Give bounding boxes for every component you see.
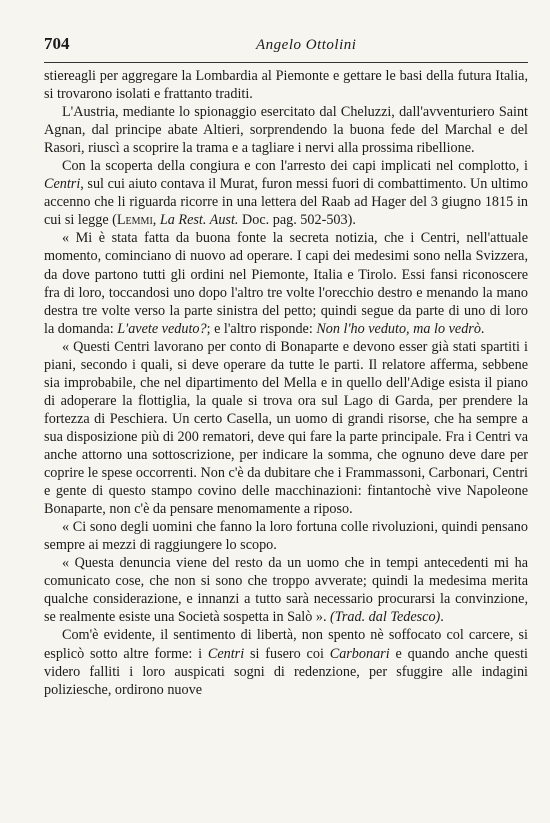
text-run: e quando anche questi videro falliti i loro auspicati sogni di redenzione, per sfuggire alle indagini poliziesche, ordirono nuove — [44, 645, 528, 698]
body-text — [44, 67, 528, 699]
quote-paragraph — [44, 338, 528, 518]
italic-term: Centri — [207, 645, 245, 662]
text-run: Con la scoperta della congiura e con l'arresto dei capi implicati nel complotto, i — [62, 158, 528, 175]
paragraph — [44, 157, 528, 229]
text-run: stiereagli per aggregare la Lombardia al Piemonte e gettare le basi della futura Italia, si trovarono isolati e frattanto traditi. — [44, 68, 528, 103]
paragraph-continuation — [44, 67, 528, 103]
text-run: si fusero coi — [244, 645, 330, 662]
quote-paragraph — [44, 518, 528, 554]
header-rule — [44, 62, 528, 63]
translation-note: (Trad. dal Tedesco) — [330, 609, 441, 626]
italic-phrase: L'avete veduto? — [117, 320, 207, 337]
text-run: . — [440, 609, 444, 626]
italic-term: Carbonari — [329, 645, 390, 662]
quote-paragraph — [44, 229, 528, 337]
text-run: , — [152, 212, 160, 229]
text-run: . — [480, 320, 485, 337]
author-name: Lemmi — [116, 212, 153, 229]
text-run: « Questi Centri lavorano per conto di Bonaparte e devono esser già stati spartiti i piani, secondo i quali, si deve operare da tutte le parti. Il relatore afferma, sebbene sia improbabile, che nel dipartimento del Mella e in quello dell'Adige esista il piano di adoperare la flottiglia, la quale si trova ora sul Lago di Garda, per prendere la fortezza di Peschiera. Un certo Casella, un uomo di grandi risorse, che ha sempre a sua disposizione più di 200 rematori, deve qui fare la parte principale. Fra i Centri va anche attorno una sottoscrizione, per indicare la somma, che ognuno deve dare per coprire le spese occorrenti. Non c'è da dubitare che i Frammassoni, Carbonari, Centri e gente di questo stampo covino delle macchinazioni: fintantochè vive Napoleone Bonaparte, non c'è da pensare menomamente a riposo. — [44, 338, 528, 518]
text-run: , sul cui aiuto contava il Murat, furon messi fuori di combattimento. Un ultimo accenno che li riguarda ricorre in una lettera del Raab ad Hager del 3 giugno 1815 in cui si legge ( — [44, 176, 528, 229]
paragraph — [44, 626, 528, 698]
page-header — [44, 34, 528, 58]
paragraph — [44, 103, 528, 157]
italic-phrase: Non l'ho veduto, ma lo vedrò — [316, 320, 481, 337]
text-run: Com'è evidente, il sentimento di libertà, non spento nè soffocato col carcere, si esplicò sotto altre forme: i — [44, 627, 528, 662]
text-run: ; e l'altro risponde: — [206, 320, 317, 337]
text-run: « Ci sono degli uomini che fanno la loro fortuna colle rivoluzioni, quindi pensano sempre ai mezzi di raggiungere lo scopo. — [44, 519, 528, 554]
text-run: « Questa denuncia viene del resto da un uomo che in tempi antecedenti mi ha comunicato cose, che non si sono che troppo avverate; quindi la medesima merita qualche considerazione, e innanzi a tutto sarà necessario procurarsi la convinzione, se realmente esiste una Società sospetta in Salò ». — [44, 555, 528, 626]
running-head: Angelo Ottolini — [256, 37, 357, 53]
citation-title: La Rest. Aust. — [159, 212, 239, 229]
text-run: Doc. pag. 502-503). — [238, 212, 356, 229]
page-number: 704 — [44, 34, 70, 53]
italic-term: Centri — [44, 176, 81, 193]
quote-paragraph — [44, 554, 528, 626]
text-run: « Mi è stata fatta da buona fonte la secreta notizia, che i Centri, nell'attuale momento, cominciano di nuovo ad operare. I capi dei medesimi sono nella Svizzera, da dove partono tutti gli ordini nel Piemonte, Italia e Tirolo. Essi fansi riconoscere fra di loro, toccandosi uno dopo l'altro tre volte l'orecchio destro e menando la mano destra tre volte verso la parte sinistra del petto; quindi segue da parte di uno di loro la domanda: — [44, 230, 528, 337]
text-run: L'Austria, mediante lo spionaggio esercitato dal Cheluzzi, dall'avventuriero Saint Agnan, dal principe abate Altieri, sorprendendo la buona fede del Marchal e del Rasori, riuscì a scoprire la trama e a tagliare i nervi alla prossima ribellione. — [44, 104, 528, 157]
